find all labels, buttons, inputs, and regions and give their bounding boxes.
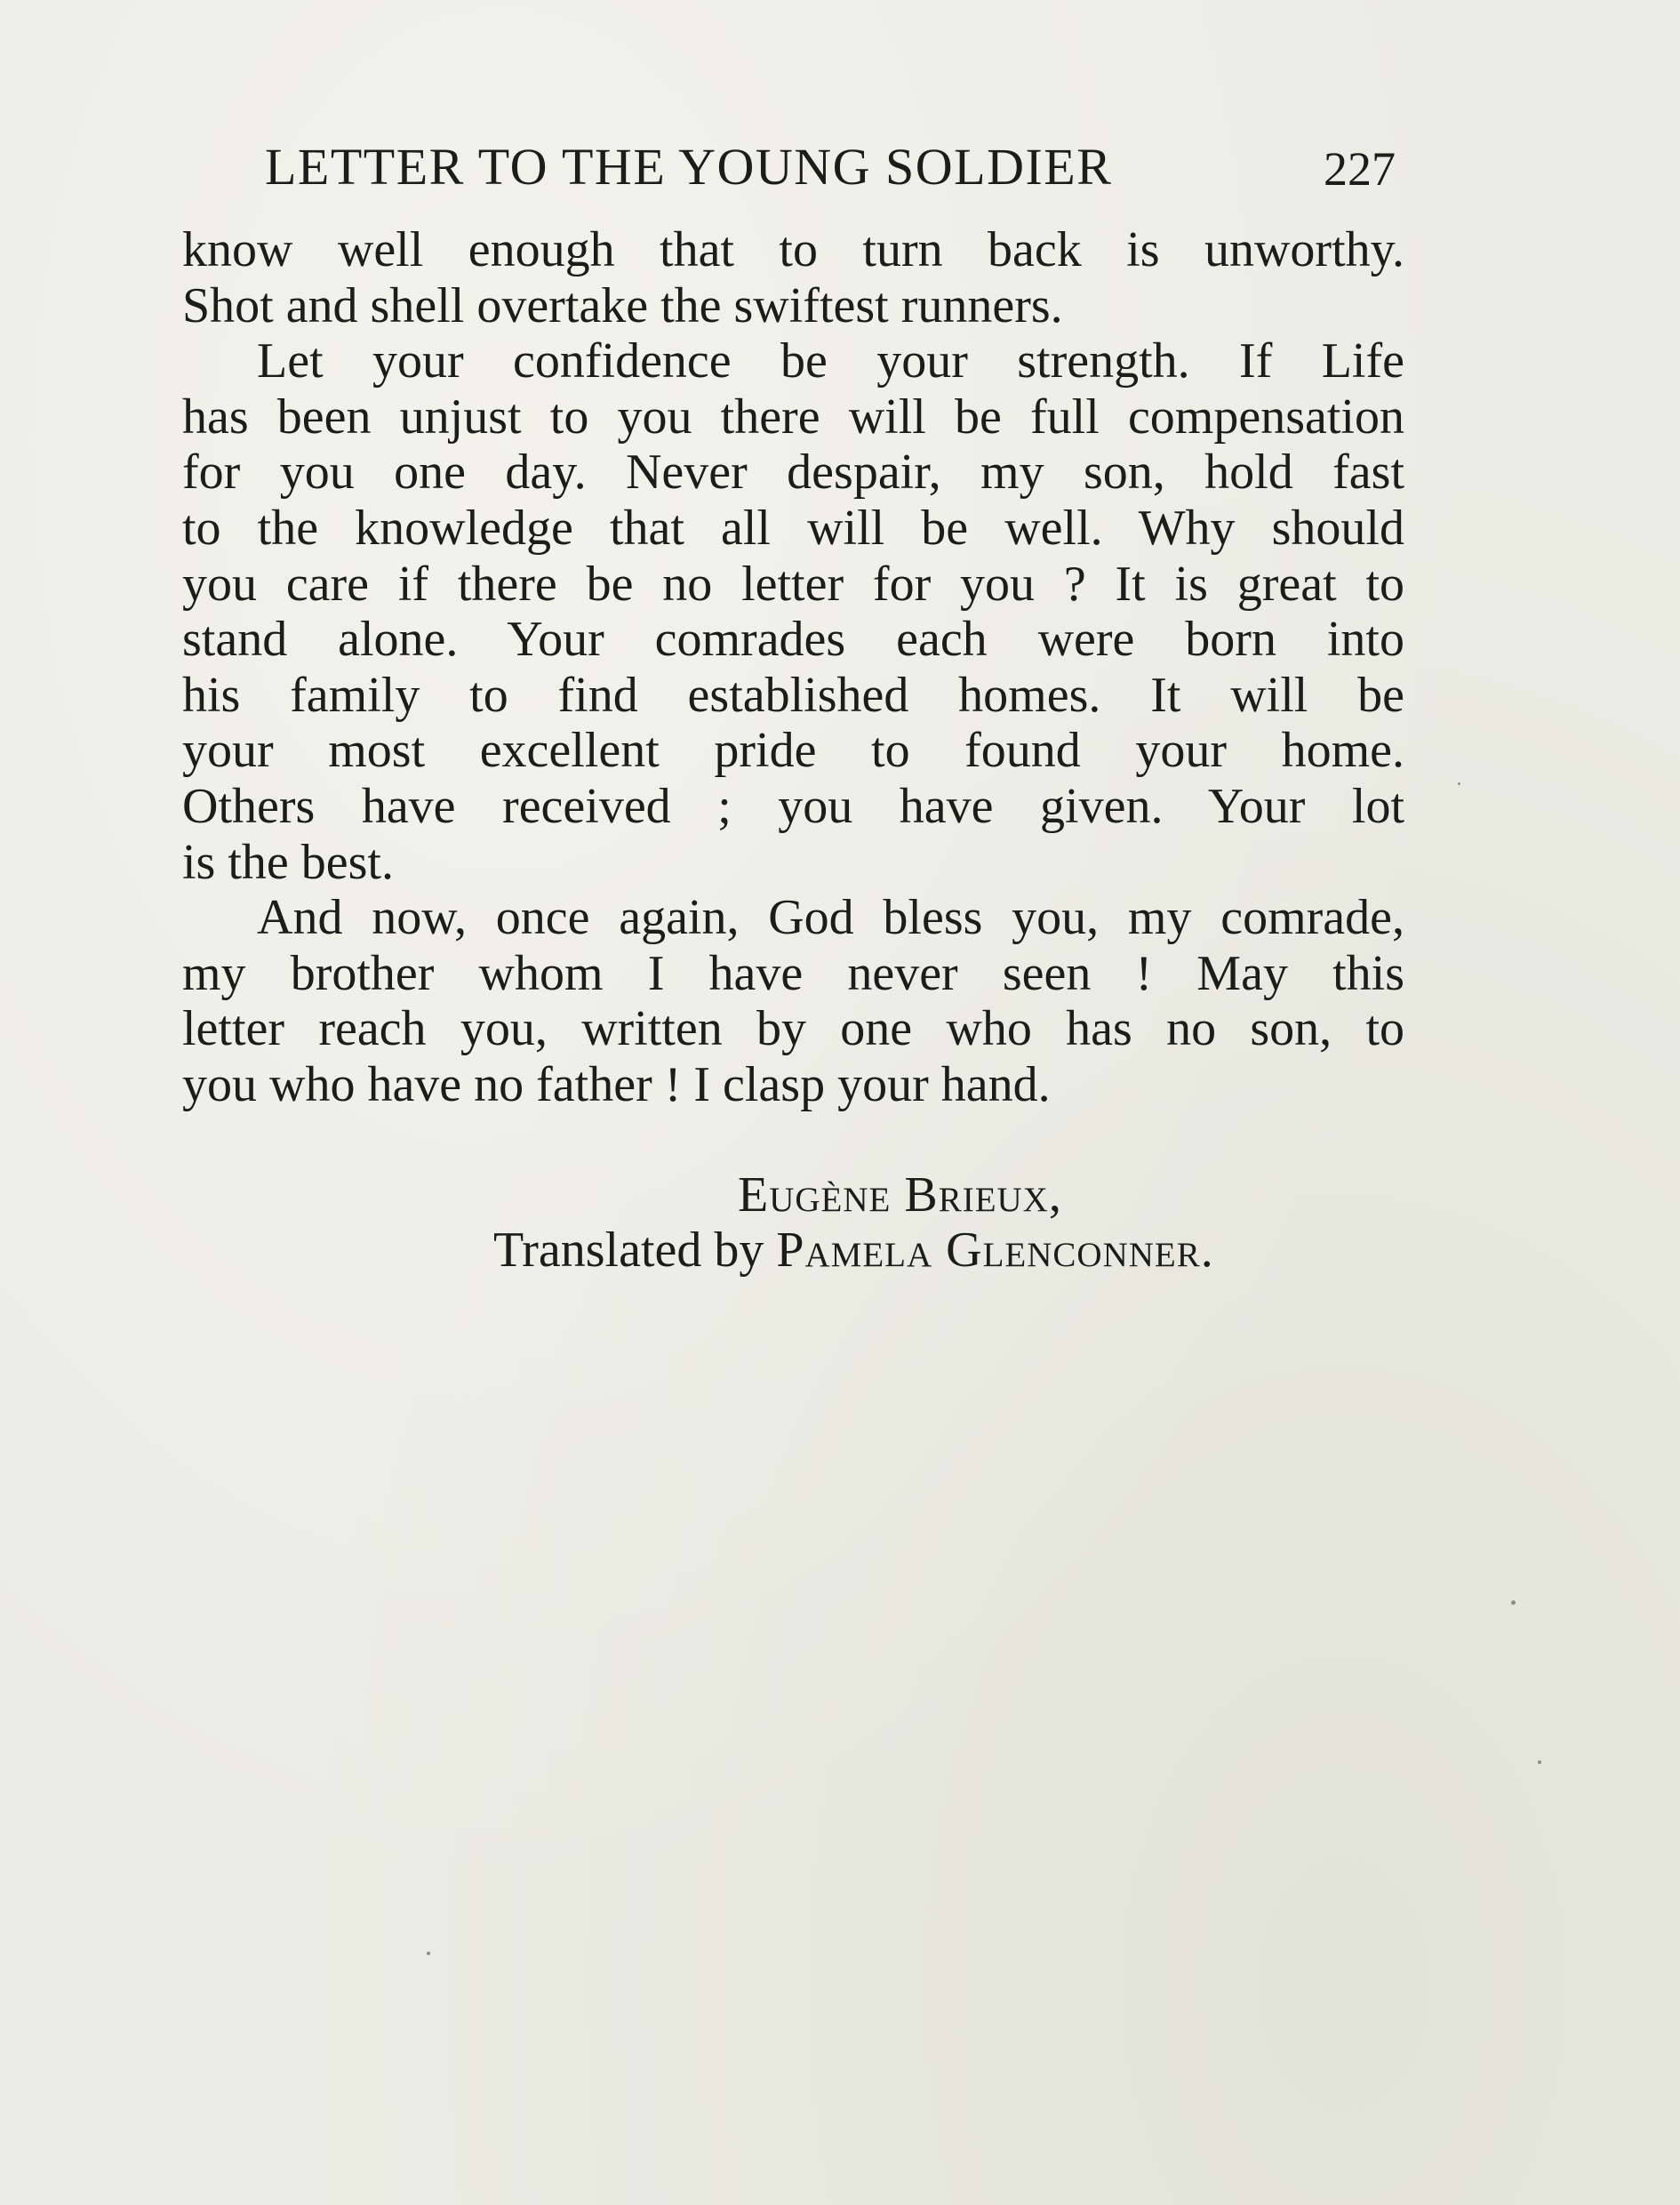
body-text	[182, 222, 1404, 1113]
text-line: stand alone. Your comrades each were born into	[182, 612, 1404, 668]
text-line: And now, once again, God bless you, my comrade,	[257, 890, 1404, 946]
text-line: has been unjust to you there will be full compensation	[182, 389, 1404, 445]
paper-speck	[1511, 1600, 1516, 1605]
author-name: Eugène Brieux,	[738, 1167, 1062, 1223]
text-line: Let your confidence be your strength. If Life	[257, 333, 1404, 389]
text-line: for you one day. Never despair, my son, hold fast	[182, 445, 1404, 501]
paper-speck	[1458, 782, 1460, 785]
text-line: his family to find established homes. It will be	[182, 667, 1404, 723]
paper-speck	[427, 1952, 430, 1955]
text-line: Others have received ; you have given. Your lot	[182, 778, 1404, 834]
text-line: know well enough that to turn back is unworthy.	[182, 222, 1404, 277]
text-line: letter reach you, written by one who has no son, to	[182, 1001, 1404, 1057]
text-line: Shot and shell overtake the swiftest runners.	[182, 277, 1063, 333]
paper-speck	[1538, 1760, 1541, 1764]
running-head	[265, 132, 1396, 203]
page-number: 227	[1324, 142, 1396, 196]
text-line: my brother whom I have never seen ! May this	[182, 945, 1404, 1001]
text-line: you care if there be no letter for you ? It is great to	[182, 556, 1404, 612]
translated-by-label: Translated by	[493, 1223, 764, 1278]
signature-translator	[493, 1222, 1214, 1279]
text-line: you who have no father ! I clasp your hand.	[182, 1056, 1051, 1112]
signature-author	[738, 1167, 1062, 1223]
running-title: LETTER TO THE YOUNG SOLDIER	[265, 138, 1113, 196]
text-line: to the knowledge that all will be well. Why should	[182, 500, 1404, 556]
translator-name: Pamela Glenconner.	[776, 1223, 1214, 1278]
text-line: your most excellent pride to found your home.	[182, 723, 1404, 779]
text-line: is the best.	[182, 834, 394, 890]
